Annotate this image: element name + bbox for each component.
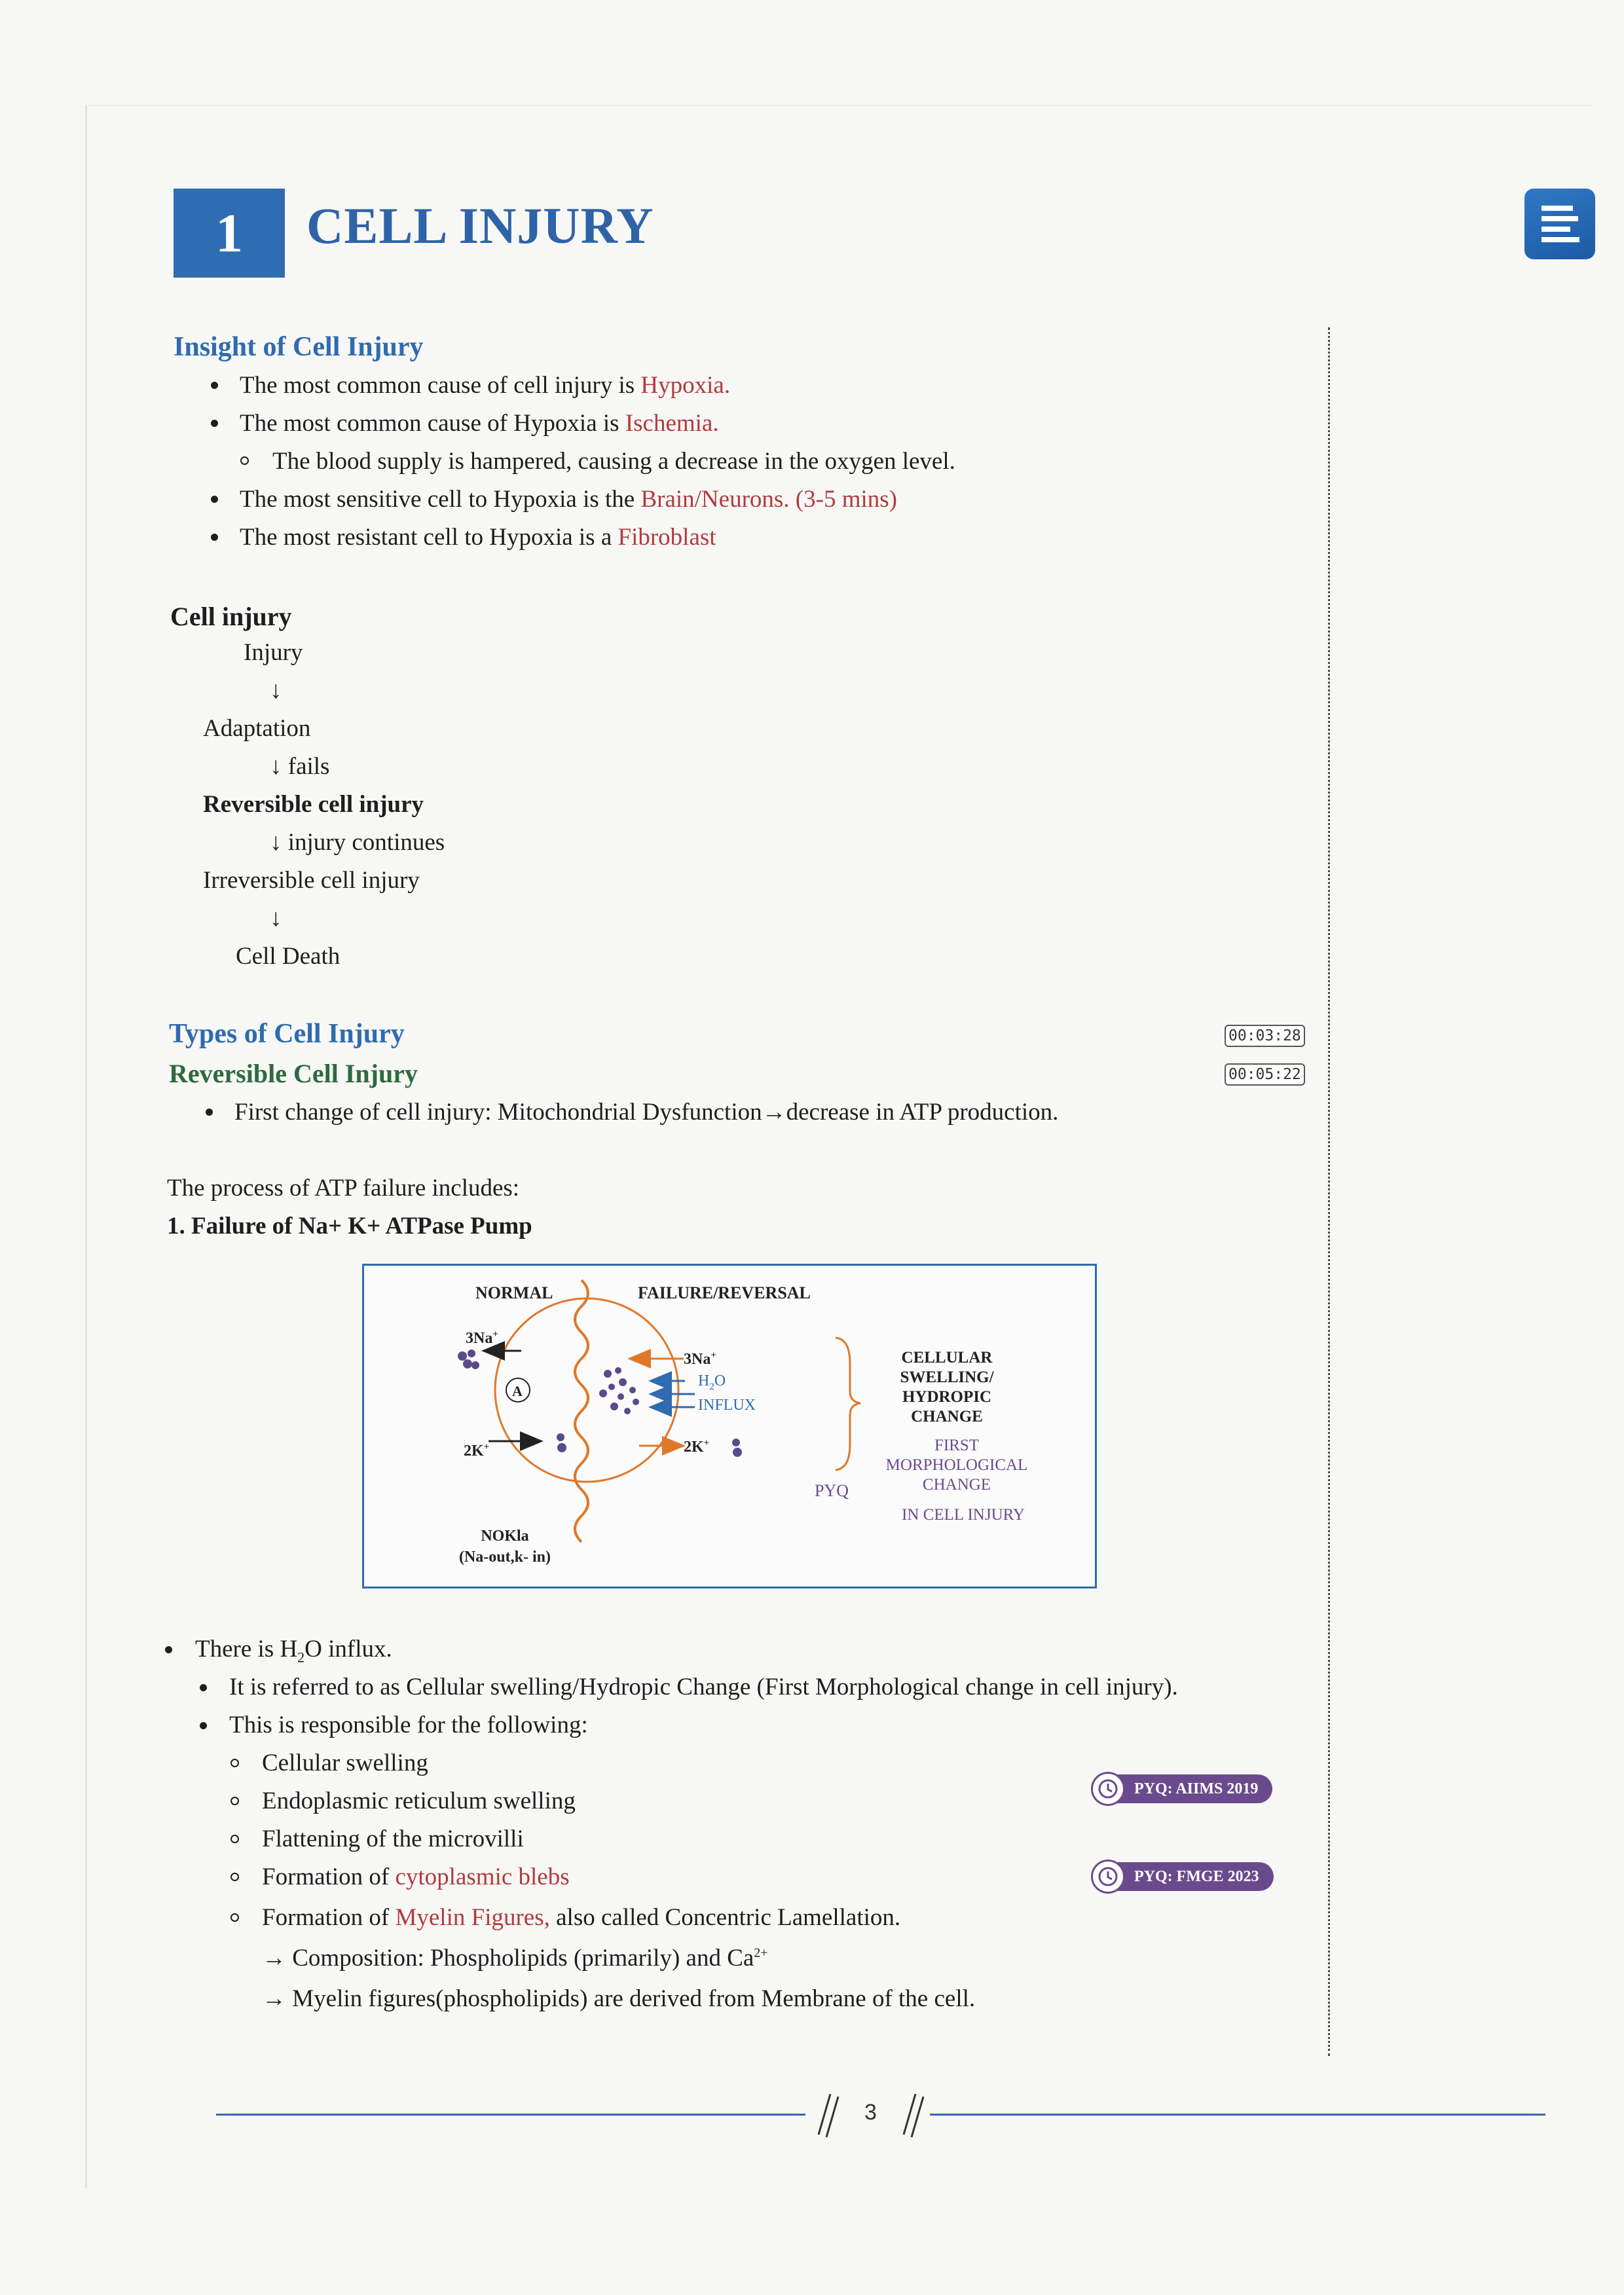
bullet [200, 1722, 207, 1729]
swelling-line-1: CELLULAR [901, 1349, 993, 1367]
clock-rewind-icon [1091, 1860, 1125, 1894]
video-timestamp[interactable]: 00:03:28 [1225, 1025, 1305, 1047]
pyq-badge-aiims[interactable]: PYQ: AIIMS 2019 [1092, 1774, 1272, 1803]
bullet [211, 534, 218, 541]
margin-divider [1328, 327, 1330, 2056]
bullet [211, 420, 218, 427]
video-timestamp[interactable]: 00:05:22 [1225, 1063, 1305, 1086]
k-right-label: 2K+ [684, 1438, 710, 1456]
sub-bullet [231, 1797, 239, 1805]
myelin-composition: → Composition: Phospholipids (primarily) and $Ca^{2+}$ [262, 1945, 768, 1972]
membrane-wavy-line [575, 1280, 588, 1542]
sub-bullet [231, 1759, 239, 1767]
footer-rule-right [930, 2114, 1545, 2116]
curly-brace [836, 1338, 860, 1470]
atp-a-label: A [512, 1383, 523, 1399]
insight-bullet-3: The most sensitive cell to Hypoxia is the Brain/Neurons. (3-5 mins) [240, 486, 897, 513]
flow-step-irreversible: Irreversible cell injury [203, 867, 420, 894]
flow-step-reversible: Reversible cell injury [203, 791, 424, 818]
footer-slash-left [807, 2089, 846, 2141]
first-change-line-3: CHANGE [922, 1476, 991, 1494]
footer-slash-right [896, 2089, 935, 2141]
na-ion-cluster [458, 1349, 479, 1369]
responsible-bullet: This is responsible for the following: [229, 1712, 588, 1738]
swelling-line-3: HYDROPIC [902, 1388, 992, 1406]
footer-rule-left [216, 2114, 805, 2116]
h2o-label: $H_2O$ [698, 1372, 726, 1392]
effect-er-swelling: Endoplasmic reticulum swelling [262, 1788, 576, 1814]
types-heading: Types of Cell Injury [169, 1019, 405, 1049]
swelling-line-2: SWELLING/ [900, 1368, 994, 1386]
flow-step-death: Cell Death [236, 943, 341, 970]
types-bullet: First change of cell injury: Mitochondrial Dysfunction→decrease in ATP production. [234, 1099, 1059, 1126]
insight-bullet-2: The most common cause of Hypoxia is Ischemia. [240, 410, 719, 437]
reversible-subheading: Reversible Cell Injury [169, 1059, 418, 1088]
influx-label: INFLUX [698, 1397, 756, 1414]
flow-heading: Cell injury [170, 602, 292, 631]
na-left-label: 3Na+ [466, 1329, 498, 1347]
hydropic-change-bullet: It is referred to as Cellular swelling/Hydropic Change (First Morphological change in cell injury). [229, 1674, 1178, 1700]
insight-bullet-4: The most resistant cell to Hypoxia is a Fibroblast [240, 524, 716, 551]
insight-bullet-1: The most common cause of cell injury is Hypoxia. [240, 372, 731, 399]
page-number: 3 [864, 2100, 877, 2125]
sub-bullet [231, 1913, 239, 1922]
flow-arrow: ↓ [270, 677, 282, 704]
clock-rewind-icon [1091, 1772, 1125, 1806]
first-change-line-4: IN CELL INJURY [902, 1506, 1025, 1524]
sub-bullet [240, 456, 249, 465]
insight-sub-bullet: The blood supply is hampered, causing a decrease in the oxygen level. [272, 448, 955, 475]
water-dots [599, 1367, 639, 1414]
swelling-line-4: CHANGE [911, 1408, 983, 1425]
na-k-pump-diagram [362, 1264, 1097, 1588]
na-right-label: 3Na+ [684, 1350, 716, 1368]
atp-intro: The process of ATP failure includes: [167, 1175, 520, 1202]
flow-arrow: ↓ [270, 905, 282, 932]
flow-arrow-continues: ↓ injury continues [270, 829, 445, 856]
failure-label: FAILURE/REVERSAL [638, 1283, 811, 1302]
pyq-label: PYQ [815, 1481, 849, 1500]
flow-step-adaptation: Adaptation [203, 715, 311, 742]
sub-bullet [231, 1835, 239, 1843]
nokla-sub-label: (Na-out,k- in) [458, 1549, 551, 1566]
chapter-title: CELL INJURY [306, 197, 654, 254]
k-ion-cluster [557, 1433, 566, 1452]
insight-heading: Insight of Cell Injury [174, 332, 424, 362]
h2o-influx-bullet: There is $H_2O$ influx. [195, 1636, 392, 1666]
pyq-badge-fmge[interactable]: PYQ: FMGE 2023 [1092, 1862, 1274, 1891]
bullet [165, 1646, 172, 1653]
first-change-line-1: FIRST [934, 1437, 980, 1454]
flow-step-injury: Injury [244, 639, 303, 666]
bullet [211, 496, 218, 503]
atp-item-1: 1. Failure of Na+ K+ ATPase Pump [167, 1213, 532, 1239]
bullet [200, 1684, 207, 1691]
effect-cellular-swelling: Cellular swelling [262, 1750, 428, 1776]
k-left-label: 2K+ [464, 1442, 490, 1460]
effect-blebs: Formation of cytoplasmic blebs [262, 1864, 570, 1890]
p-logo-icon [1524, 189, 1595, 259]
k-right-ion-cluster [732, 1439, 742, 1457]
sub-bullet [231, 1873, 239, 1881]
normal-label: NORMAL [475, 1283, 553, 1302]
effect-microvilli: Flattening of the microvilli [262, 1826, 524, 1852]
myelin-origin: → Myelin figures(phospholipids) are derived from Membrane of the cell. [262, 1985, 976, 2012]
bullet [206, 1109, 213, 1116]
first-change-line-2: MORPHOLOGICAL [885, 1456, 1028, 1474]
chapter-number: 1 [174, 189, 285, 278]
nokla-label: NOKla [481, 1528, 529, 1545]
bullet [211, 382, 218, 389]
flow-arrow-fails: ↓ fails [270, 753, 330, 780]
effect-myelin-figures: Formation of Myelin Figures, also called Concentric Lamellation. [262, 1904, 901, 1931]
